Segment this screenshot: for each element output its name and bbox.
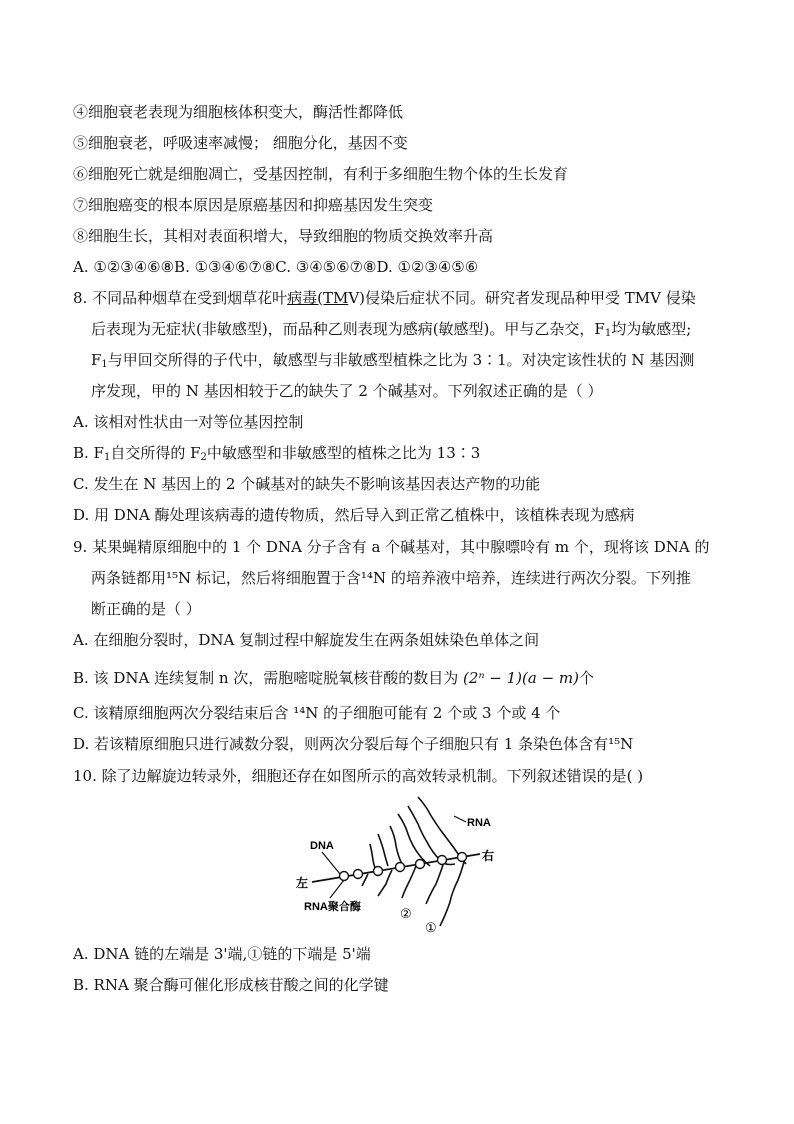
q7-options: A. ①②③④⑥⑧B. ①③④⑥⑦⑧C. ③④⑤⑥⑦⑧D. ①②③④⑤⑥: [73, 258, 479, 276]
q8-stem-line-4: 序发现，甲的 N 基因相较于乙的缺失了 2 个碱基对。下列叙述正确的是（ ）: [91, 382, 603, 400]
q9-stem-line-3: 断正确的是（ ）: [91, 600, 201, 618]
q8-stem-text: 后表现为无症状(非敏感型)，而品种乙则表现为感病(敏感型)。甲与乙杂交，F: [91, 320, 605, 338]
dna-label: DNA: [310, 840, 334, 852]
q9-option-c: C. 该精原细胞两次分裂结束后含 ¹⁴N 的子细胞可能有 2 个或 3 个或 4 个: [73, 704, 561, 722]
q8-stem-line-1: [73, 288, 696, 308]
statement-5: ⑤细胞衰老，呼吸速率减慢； 细胞分化，基因不变: [73, 134, 408, 152]
statement-6: ⑥细胞死亡就是细胞凋亡，受基因控制，有利于多细胞生物个体的生长发育: [73, 165, 569, 183]
q8-underlined-text: 病毒(TM: [287, 289, 349, 307]
q9-option-b-text: 个: [579, 669, 595, 687]
q8-stem-text: 均为敏感型;: [611, 320, 692, 338]
strand-2-label: ②: [400, 906, 412, 921]
q8-option-c: C. 发生在 N 基因上的 2 个碱基对的缺失不影响该基因表达产物的功能: [73, 475, 541, 493]
q9-stem-line-2: 两条链都用¹⁵N 标记，然后将细胞置于含¹⁴N 的培养液中培养，连续进行两次分裂。下列推: [91, 569, 691, 587]
q8-option-b-text: 中敏感型和非敏感型的植株之比为 13∶3: [206, 444, 481, 462]
q9-stem-line-1: 9. 某果蝇精原细胞中的 1 个 DNA 分子含有 a 个碱基对，其中腺嘌呤有 m 个，现将该 DNA 的: [73, 538, 710, 556]
q9-option-b: [73, 668, 594, 688]
q8-stem-line-3: [91, 350, 694, 375]
q8-stem-text: V)侵染后症状不同。研究者发现品种甲受 TMV 侵染: [348, 289, 696, 307]
subscript: 1: [604, 328, 612, 339]
strand-1-label: ①: [425, 920, 437, 935]
statement-7: ⑦细胞癌变的根本原因是原癌基因和抑癌基因发生突变: [73, 196, 434, 214]
q8-option-d: D. 用 DNA 酶处理该病毒的遗传物质，然后导入到正常乙植株中，该植株表现为感病: [73, 506, 635, 524]
q8-stem-text: 8. 不同品种烟草在受到烟草花叶: [73, 289, 288, 307]
subscript: 1: [103, 452, 111, 463]
statement-4: ④细胞衰老表现为细胞核体积变大，酶活性都降低: [73, 103, 404, 121]
q10-option-b: B. RNA 聚合酶可催化形成核苷酸之间的化学键: [73, 976, 389, 994]
q10-stem: 10. 除了边解旋边转录外，细胞还存在如图所示的高效转录机制。下列叙述错误的是( ): [73, 767, 644, 785]
enzyme-label: RNA聚合酶: [304, 901, 361, 913]
q9-option-b-text: B. 该 DNA 连续复制 n 次，需胞嘧啶脱氧核苷酸的数目为: [73, 669, 464, 687]
q8-option-b-text: B. F: [73, 444, 104, 462]
q9-formula: (2ⁿ − 1)(a − m): [463, 669, 579, 687]
q9-option-d: D. 若该精原细胞只进行减数分裂，则两次分裂后每个子细胞只有 1 条染色体含有¹⁵N: [73, 735, 634, 753]
q8-stem-text: F: [91, 351, 102, 369]
q8-option-b-text: 自交所得的 F: [110, 444, 201, 462]
q8-stem-line-2: [91, 319, 691, 344]
subscript: 2: [200, 452, 207, 463]
subscript: 1: [101, 359, 108, 370]
q8-stem-text: 与甲回交所得的子代中，敏感型与非敏感型植株之比为 3∶1。对决定该性状的 N 基因测: [107, 351, 695, 369]
q8-option-b: [73, 443, 480, 468]
q8-option-a: A. 该相对性状由一对等位基因控制: [73, 413, 304, 431]
transcription-diagram: [290, 794, 500, 939]
q10-option-a: A. DNA 链的左端是 3'端,①链的下端是 5'端: [73, 945, 371, 963]
q9-option-a: A. 在细胞分裂时，DNA 复制过程中解旋发生在两条姐妹染色单体之间: [73, 631, 540, 649]
left-label: 左: [296, 876, 309, 890]
right-label: 右: [482, 849, 495, 863]
statement-8: ⑧细胞生长，其相对表面积增大，导致细胞的物质交换效率升高: [73, 227, 494, 245]
rna-label: RNA: [467, 817, 491, 829]
